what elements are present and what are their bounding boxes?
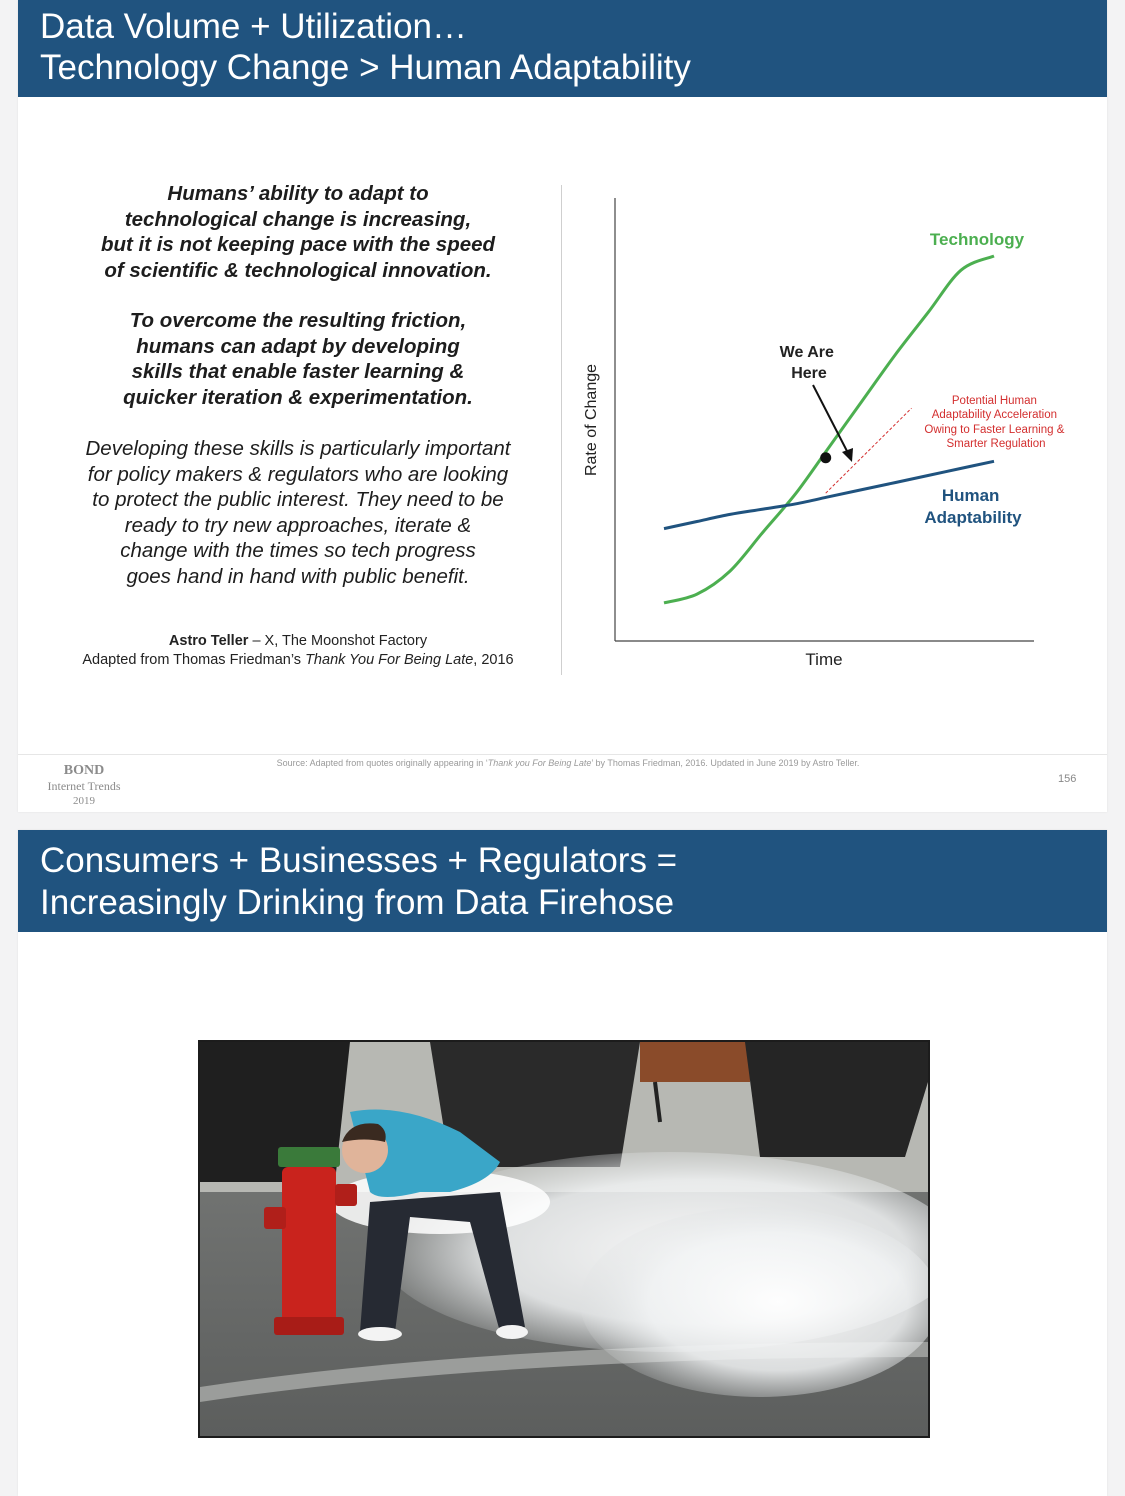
human-adaptability-label: Human Adaptability (924, 486, 1022, 527)
y-axis-label: Rate of Change (583, 363, 600, 477)
source-suffix: ’ by Thomas Friedman, 2016. Updated in June 2019 by Astro Teller. (591, 758, 860, 768)
quote-line: of scientific & technological innovation. (104, 258, 492, 282)
we-are-here-label: We Are Here (779, 344, 834, 382)
x-axis-label: Time (805, 650, 843, 669)
slide-title-line-1: Data Volume + Utilization… (40, 7, 468, 46)
quote-line: ready to try new approaches, iterate & (124, 513, 472, 537)
slide-156 (18, 0, 1107, 812)
person-shoe-right (496, 1325, 528, 1339)
quote-line: technological change is increasing, (124, 207, 472, 231)
slide-title-line-2: Technology Change > Human Adaptability (40, 48, 691, 87)
potential-label: Potential Human Adaptability Acceleration Owing to Faster Learning & Smarter Regulation (924, 395, 1065, 450)
quote-line: change with the times so tech progress (120, 539, 476, 563)
attribution-org: – X, The Moonshot Factory (248, 633, 428, 649)
we-are-here-arrowhead (842, 448, 853, 462)
hydrant-body (282, 1167, 336, 1327)
page-number: 156 (1058, 773, 1077, 785)
bench (640, 1042, 750, 1082)
bond-logo (38, 763, 130, 808)
logo-line-3: 2019 (73, 795, 95, 807)
footer-divider (18, 754, 1107, 755)
slide-157 (18, 830, 1107, 1496)
water-spray-puff (580, 1207, 930, 1397)
firehose-photo (198, 1040, 930, 1438)
source-book: Thank you For Being Late (487, 758, 592, 768)
slide-title-line-2: Increasingly Drinking from Data Firehose (40, 883, 675, 922)
person-shoe-left (358, 1327, 402, 1341)
planter-right (745, 1042, 928, 1157)
quote-line: quicker iteration & experimentation. (123, 385, 473, 409)
logo-line-1: BOND (63, 763, 105, 778)
quote-line: skills that enable faster learning & (131, 360, 465, 384)
quote-line: Developing these skills is particularly important (85, 437, 511, 460)
quote-line: to protect the public interest. They need to be (92, 488, 504, 512)
quote-line: To overcome the resulting friction, (129, 309, 467, 332)
source-prefix: Source: Adapted from quotes originally appearing in ‘ (276, 758, 488, 768)
quote-line: humans can adapt by developing (136, 334, 460, 358)
we-are-here-marker (820, 452, 831, 463)
hydrant-nozzle (335, 1184, 357, 1206)
source-note (168, 758, 968, 768)
technology-label: Technology (929, 230, 1025, 249)
attribution-year: , 2016 (473, 651, 514, 668)
quote-line: goes hand in hand with public benefit. (126, 564, 470, 588)
firehose-illustration (200, 1042, 928, 1436)
slide-title-bar (18, 830, 1107, 932)
quote-line: for policy makers & regulators who are looking (87, 462, 509, 486)
hydrant-base (274, 1317, 344, 1335)
hydrant-side-nozzle (264, 1207, 286, 1229)
slide-title-line-1: Consumers + Businesses + Regulators = (40, 841, 678, 880)
hydrant-cap (278, 1147, 340, 1167)
quote-line: but it is not keeping pace with the speed (100, 233, 496, 257)
logo-line-2: Internet Trends (47, 779, 121, 793)
attribution-name: Astro Teller (168, 633, 249, 649)
attribution-book: Thank You For Being Late (305, 651, 474, 668)
rate-of-change-chart (18, 0, 1107, 812)
quote-line: Humans’ ability to adapt to (167, 182, 429, 205)
attribution-prefix: Adapted from Thomas Friedman’s (82, 651, 306, 668)
